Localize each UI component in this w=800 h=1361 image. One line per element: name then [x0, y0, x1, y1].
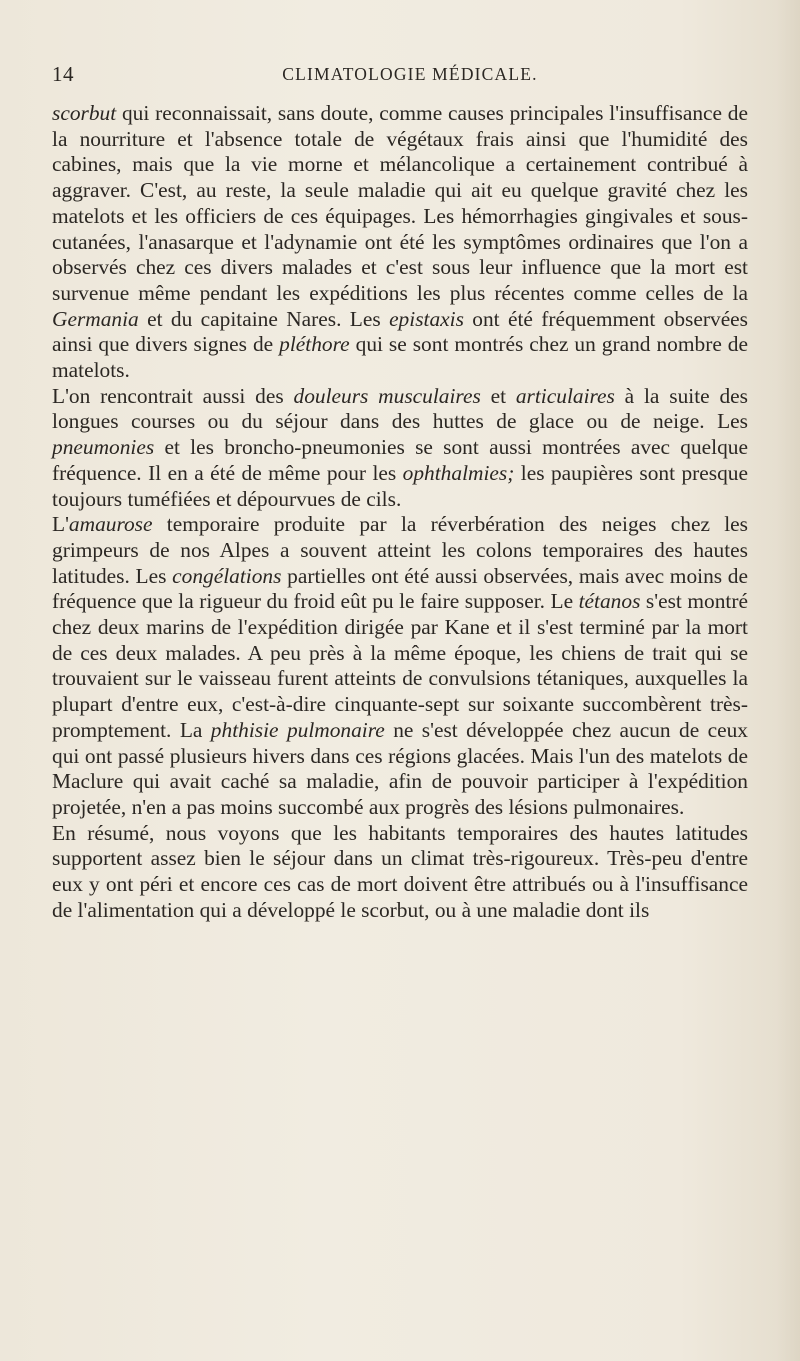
italic-term: scorbut: [52, 101, 117, 125]
text-run: et du capitaine Nares. Les: [138, 306, 390, 331]
page-number: 14: [52, 62, 74, 86]
italic-term: pneumonies: [52, 435, 155, 460]
paragraph: [52, 821, 748, 924]
italic-term: articulaires: [515, 383, 615, 408]
text-run: qui se sont montrés chez un grand nombre de matelots.: [52, 332, 749, 383]
italic-term: phthisie pulmonaire: [210, 717, 385, 742]
text-run: partielles ont été aussi observées, mais avec moins de fréquence que la rigueur du froid eût pu le faire supposer. Le: [52, 563, 748, 614]
italic-term: amaurose: [68, 512, 153, 537]
text-run: L': [52, 512, 69, 537]
text-run: et: [480, 383, 516, 408]
text-run: En résumé, nous voyons que les habitants temporaires des hautes latitudes supportent assez bien le séjour dans un climat très-rigoureux. Très-peu d'entre eux y ont péri et encore ces cas de mort doivent être attribués ou à l'insuffisance de l'alimentation qui a développé le scorbut, ou à une maladie dont ils: [52, 820, 748, 922]
italic-term: douleurs musculaires: [293, 383, 481, 408]
text-run: temporaire produite par la réverbération des neiges chez les grimpeurs de nos Alpes a souvent atteint les colons temporaires des hautes latitudes. Les: [52, 512, 748, 588]
text-run: qui reconnaissait, sans doute, comme causes principales l'insuffisance de la nourriture et l'absence totale de végétaux frais ainsi que l'humidité des cabines, mais que la vie morne et mélancolique a certainement contribué à aggraver. C'est, au reste, la seule maladie qui ait eu quelque gravité chez les matelots et les officiers de ces équipages. Les hémorrhagies gingivales et sous-cutanées, l'anasarque et l'adynamie ont été les symptômes ordinaires que l'on a observés chez ces divers malades et c'est sous leur influence que la mort est survenue même pendant les expéditions les plus récentes comme celles de la: [52, 101, 748, 305]
italic-term: ophthalmies;: [402, 460, 515, 485]
text-run: et les broncho-pneumonies se sont aussi montrées avec quelque fréquence. Il en a été de même pour les: [52, 435, 748, 485]
text-run: à la suite des longues courses ou du séjour dans des huttes de glace ou de neige. Les: [52, 383, 748, 434]
italic-term: pléthore: [279, 332, 350, 357]
italic-term: Germania: [52, 306, 139, 331]
italic-term: epistaxis: [389, 306, 464, 331]
paragraph: [52, 101, 748, 384]
text-run: ne s'est développée chez aucun de ceux qui ont passé plusieurs hivers dans ces régions glacées. Mais l'un des matelots de Maclure qui avait caché sa maladie, afin de pouvoir participer à l'expédition projetée, n'en a pas moins succombé aux progrès des lésions pulmonaires.: [52, 717, 748, 819]
italic-term: tétanos: [578, 589, 641, 614]
text-run: ont été fréquemment observées ainsi que divers signes de: [52, 306, 749, 357]
paragraph: [52, 512, 748, 820]
running-title: CLIMATOLOGIE MÉDICALE.: [282, 64, 538, 84]
body-text: [52, 101, 748, 924]
page-header: [52, 62, 748, 92]
italic-term: congélations: [172, 563, 282, 588]
text-run: les paupières sont presque toujours tuméfiées et dépourvues de cils.: [52, 460, 748, 511]
text-run: L'on rencontrait aussi des: [52, 383, 294, 408]
paragraph: [52, 384, 748, 513]
text-run: s'est montré chez deux marins de l'expédition dirigée par Kane et il s'est terminé par la mort de ces deux malades. A peu près à la même époque, les chiens de trait qui se trouvaient sur le vaisseau furent atteints de convulsions tétaniques, auxquelles la plupart d'entre eux, c'est-à-dire cinquante-sept sur soixante succombèrent très-promptement. La: [52, 589, 748, 742]
